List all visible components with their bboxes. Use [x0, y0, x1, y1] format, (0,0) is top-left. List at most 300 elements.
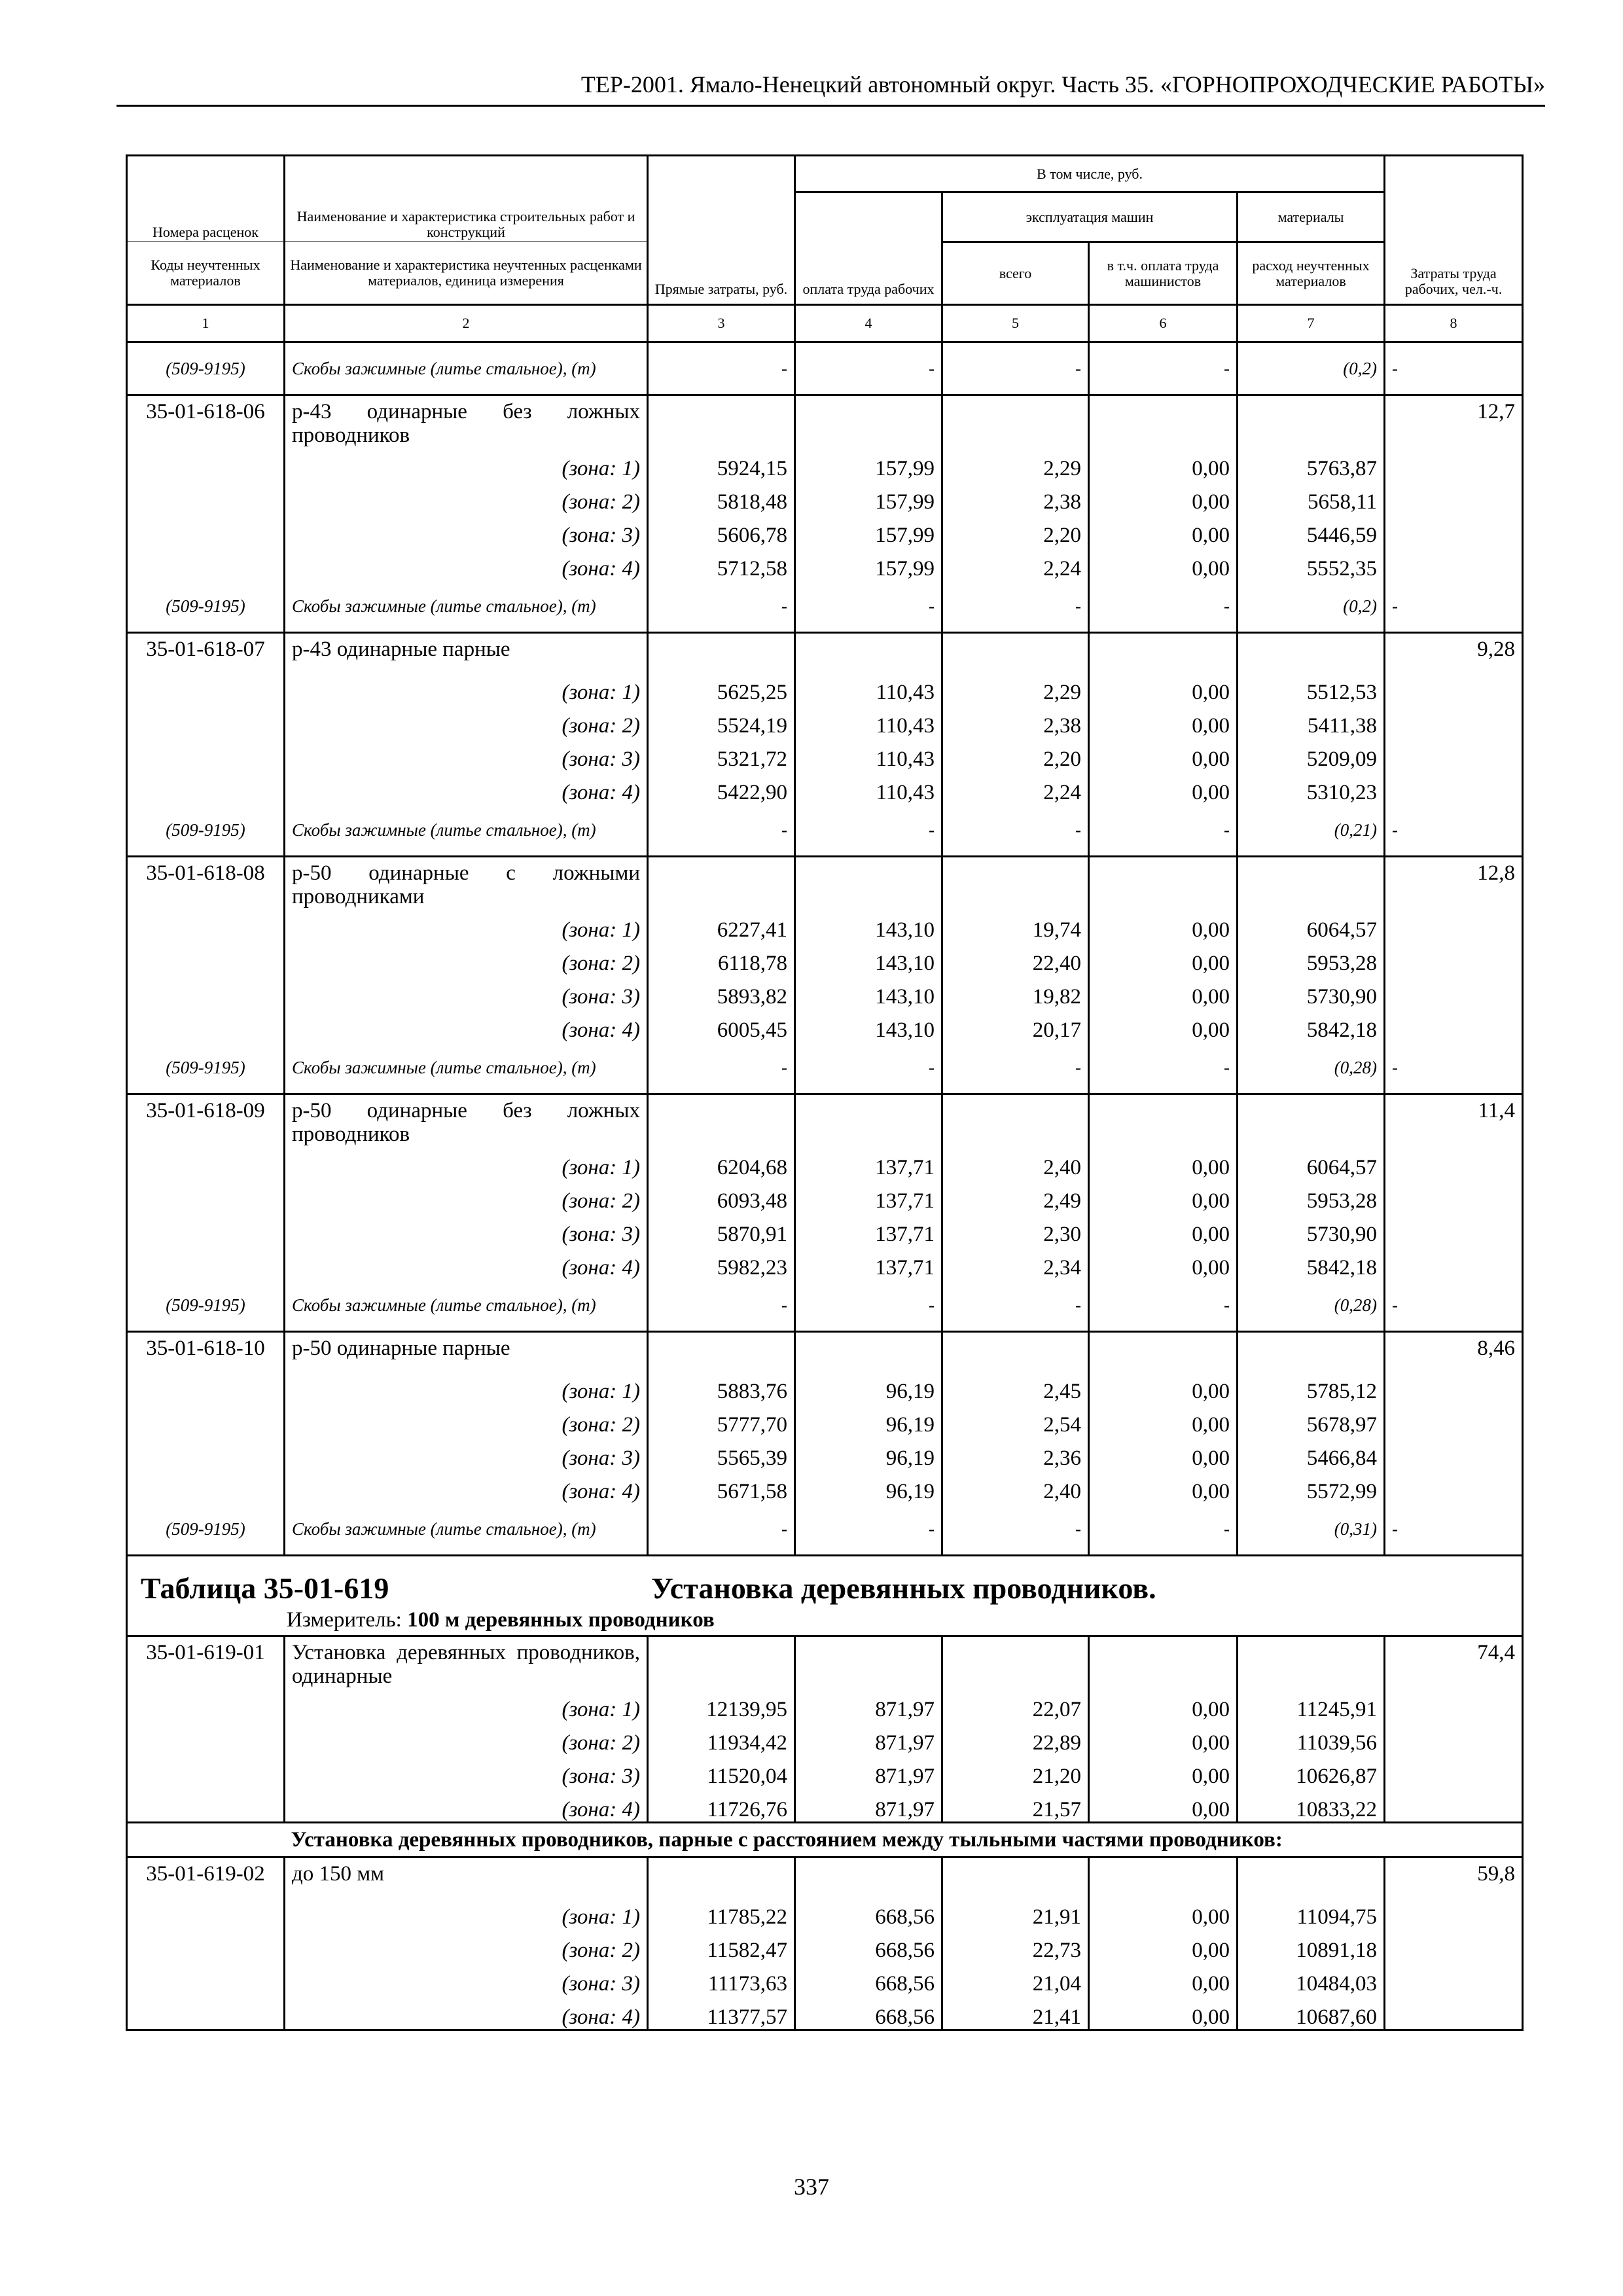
- material-dash: -: [795, 1503, 942, 1556]
- zone-label: (зона: 3): [285, 1755, 648, 1788]
- zone-label: (зона: 4): [285, 1996, 648, 2030]
- machinist-pay: 0,00: [1089, 1755, 1238, 1788]
- zone-row: [127, 1962, 1523, 1996]
- material-dash: -: [1089, 342, 1238, 395]
- materials-cost: 5730,90: [1238, 1213, 1385, 1246]
- machinist-pay: 0,00: [1089, 514, 1238, 547]
- material-dash: -: [795, 342, 942, 395]
- materials-cost: 10687,60: [1238, 1996, 1385, 2030]
- rate-title: до 150 мм: [285, 1857, 648, 1896]
- materials-cost: 5953,28: [1238, 942, 1385, 975]
- empty-cell: [1238, 633, 1385, 672]
- zone-row: [127, 1688, 1523, 1721]
- machine-total: 20,17: [942, 1009, 1089, 1042]
- zone-label: (зона: 1): [285, 671, 648, 704]
- machine-total: 21,20: [942, 1755, 1089, 1788]
- material-dash: -: [1385, 1042, 1523, 1094]
- direct-cost: 5818,48: [648, 480, 795, 514]
- material-dash: -: [942, 1503, 1089, 1556]
- materials-cost: 6064,57: [1238, 908, 1385, 942]
- direct-cost: 11520,04: [648, 1755, 795, 1788]
- direct-cost: 5712,58: [648, 547, 795, 581]
- rate-block: [127, 1857, 1523, 2030]
- worker-pay: 157,99: [795, 447, 942, 480]
- empty-cell: [648, 633, 795, 672]
- material-row: [127, 342, 1523, 395]
- direct-cost: 12139,95: [648, 1688, 795, 1721]
- empty-cell: [1238, 1636, 1385, 1689]
- direct-cost: 5321,72: [648, 738, 795, 771]
- zone-row: [127, 1788, 1523, 1823]
- zone-label: (зона: 1): [285, 1688, 648, 1721]
- machinist-pay: 0,00: [1089, 547, 1238, 581]
- empty-cell: [942, 1857, 1089, 1896]
- zone-row: [127, 1370, 1523, 1403]
- material-dash: -: [648, 1503, 795, 1556]
- col-4-header: оплата труда рабочих: [795, 192, 942, 305]
- direct-cost: 5870,91: [648, 1213, 795, 1246]
- zone-row: [127, 771, 1523, 804]
- empty-cell: [1089, 1094, 1238, 1147]
- empty-cell: [942, 1094, 1089, 1147]
- material-dash: -: [942, 1280, 1089, 1332]
- zone-label: (зона: 2): [285, 480, 648, 514]
- rate-title-row: [127, 1636, 1523, 1689]
- worker-pay: 668,56: [795, 1962, 942, 1996]
- material-code: (509-9195): [127, 1280, 285, 1332]
- group-header: В том числе, руб.: [795, 156, 1385, 192]
- zone-label: (зона: 2): [285, 942, 648, 975]
- worker-pay: 157,99: [795, 514, 942, 547]
- empty-cell: [942, 857, 1089, 909]
- machine-total: 2,38: [942, 704, 1089, 738]
- materials-cost: 5466,84: [1238, 1437, 1385, 1470]
- rate-code: 35-01-618-08: [127, 857, 285, 1043]
- machine-total: 2,34: [942, 1246, 1089, 1280]
- material-name: Скобы зажимные (литье стальное), (т): [285, 1042, 648, 1094]
- materials-cost: 5842,18: [1238, 1246, 1385, 1280]
- material-dash: -: [1385, 1503, 1523, 1556]
- rate-title-row: [127, 1857, 1523, 1896]
- material-row: [127, 804, 1523, 857]
- rate-title-row: [127, 1094, 1523, 1147]
- zone-row: [127, 704, 1523, 738]
- machinist-pay: 0,00: [1089, 738, 1238, 771]
- table-header: [127, 156, 1523, 342]
- col-1-top: Номера расценок: [127, 156, 285, 242]
- empty-cell: [942, 395, 1089, 448]
- machine-total: 2,40: [942, 1470, 1089, 1503]
- material-name: Скобы зажимные (литье стальное), (т): [285, 342, 648, 395]
- direct-cost: 5671,58: [648, 1470, 795, 1503]
- col-number: 4: [795, 305, 942, 342]
- machine-total: 22,40: [942, 942, 1089, 975]
- empty-cell: [1238, 395, 1385, 448]
- materials-cost: 11039,56: [1238, 1721, 1385, 1755]
- material-code: (509-9195): [127, 804, 285, 857]
- direct-cost: 11785,22: [648, 1895, 795, 1929]
- worker-pay: 143,10: [795, 908, 942, 942]
- table-number: Таблица 35-01-619: [141, 1571, 389, 1605]
- direct-cost: 11582,47: [648, 1929, 795, 1962]
- rate-code: 35-01-619-01: [127, 1636, 285, 1823]
- machine-total: 19,82: [942, 975, 1089, 1009]
- rate-title-row: [127, 395, 1523, 448]
- material-dash: -: [648, 1042, 795, 1094]
- rate-code: 35-01-618-09: [127, 1094, 285, 1280]
- worker-pay: 668,56: [795, 1996, 942, 2030]
- empty-cell: [795, 1094, 942, 1147]
- zone-row: [127, 1246, 1523, 1280]
- material-row: [127, 1280, 1523, 1332]
- machinist-pay: 0,00: [1089, 908, 1238, 942]
- empty-cell: [1089, 633, 1238, 672]
- empty-cell: [648, 1332, 795, 1371]
- col-5-header: всего: [942, 242, 1089, 305]
- zone-label: (зона: 4): [285, 1788, 648, 1823]
- worker-pay: 143,10: [795, 942, 942, 975]
- machinist-pay: 0,00: [1089, 1895, 1238, 1929]
- materials-cost: 5658,11: [1238, 480, 1385, 514]
- worker-pay: 110,43: [795, 671, 942, 704]
- rate-labor: 11,4: [1385, 1094, 1523, 1280]
- machinist-pay: 0,00: [1089, 1009, 1238, 1042]
- col-number: 8: [1385, 305, 1523, 342]
- zone-row: [127, 1470, 1523, 1503]
- empty-cell: [1089, 857, 1238, 909]
- materials-cost: 5785,12: [1238, 1370, 1385, 1403]
- materials-cost: 5730,90: [1238, 975, 1385, 1009]
- zone-label: (зона: 2): [285, 704, 648, 738]
- rate-title: р-50 одинарные парные: [285, 1332, 648, 1371]
- direct-cost: 5924,15: [648, 447, 795, 480]
- direct-cost: 6118,78: [648, 942, 795, 975]
- worker-pay: 871,97: [795, 1721, 942, 1755]
- rate-block: [127, 395, 1523, 633]
- zone-row: [127, 547, 1523, 581]
- material-code: (509-9195): [127, 1503, 285, 1556]
- empty-cell: [648, 1857, 795, 1896]
- materials-cost: 5678,97: [1238, 1403, 1385, 1437]
- worker-pay: 871,97: [795, 1755, 942, 1788]
- machine-total: 2,38: [942, 480, 1089, 514]
- col-number: 5: [942, 305, 1089, 342]
- rate-title-row: [127, 857, 1523, 909]
- material-dash: -: [648, 804, 795, 857]
- rate-block: [127, 1332, 1523, 1556]
- worker-pay: 157,99: [795, 480, 942, 514]
- zone-row: [127, 738, 1523, 771]
- rate-title: р-50 одинарные без ложных проводников: [285, 1094, 648, 1147]
- machine-total: 21,91: [942, 1895, 1089, 1929]
- zone-row: [127, 1437, 1523, 1470]
- material-code: (509-9195): [127, 1042, 285, 1094]
- zone-row: [127, 1929, 1523, 1962]
- material-name: Скобы зажимные (литье стальное), (т): [285, 581, 648, 633]
- rate-labor: 74,4: [1385, 1636, 1523, 1823]
- machinist-pay: 0,00: [1089, 1721, 1238, 1755]
- materials-cost: 5552,35: [1238, 547, 1385, 581]
- empty-cell: [795, 857, 942, 909]
- col-number: 7: [1238, 305, 1385, 342]
- empty-cell: [795, 1636, 942, 1689]
- col-2-top: Наименование и характеристика строительных работ и конструкций: [285, 156, 648, 242]
- empty-cell: [1238, 1332, 1385, 1371]
- zone-row: [127, 1895, 1523, 1929]
- table-name: Установка деревянных проводников.: [651, 1571, 1156, 1605]
- machine-total: 22,89: [942, 1721, 1089, 1755]
- carryover-material: [127, 342, 1523, 395]
- materials-cost: 10484,03: [1238, 1962, 1385, 1996]
- material-amount: (0,31): [1238, 1503, 1385, 1556]
- empty-cell: [1089, 1857, 1238, 1896]
- zone-row: [127, 1009, 1523, 1042]
- machinist-pay: 0,00: [1089, 975, 1238, 1009]
- machinist-pay: 0,00: [1089, 1688, 1238, 1721]
- material-dash: -: [1089, 1042, 1238, 1094]
- worker-pay: 668,56: [795, 1895, 942, 1929]
- direct-cost: 5893,82: [648, 975, 795, 1009]
- zone-row: [127, 1179, 1523, 1213]
- zone-row: [127, 514, 1523, 547]
- machine-total: 2,45: [942, 1370, 1089, 1403]
- rate-block: [127, 633, 1523, 857]
- worker-pay: 668,56: [795, 1929, 942, 1962]
- direct-cost: 5982,23: [648, 1246, 795, 1280]
- meter-label: Измеритель:: [287, 1608, 402, 1632]
- materials-cost: 10626,87: [1238, 1755, 1385, 1788]
- materials-header: материалы: [1238, 192, 1385, 242]
- page-number: 337: [794, 2174, 829, 2200]
- zone-label: (зона: 4): [285, 547, 648, 581]
- col-6-header: в т.ч. оплата труда машинистов: [1089, 242, 1238, 305]
- zone-row: [127, 1146, 1523, 1179]
- worker-pay: 137,71: [795, 1246, 942, 1280]
- machinist-pay: 0,00: [1089, 1788, 1238, 1823]
- direct-cost: 6093,48: [648, 1179, 795, 1213]
- material-name: Скобы зажимные (литье стальное), (т): [285, 804, 648, 857]
- empty-cell: [1238, 857, 1385, 909]
- machine-total: 21,57: [942, 1788, 1089, 1823]
- zone-label: (зона: 1): [285, 908, 648, 942]
- direct-cost: 11726,76: [648, 1788, 795, 1823]
- worker-pay: 110,43: [795, 771, 942, 804]
- machine-total: 2,24: [942, 771, 1089, 804]
- materials-cost: 5953,28: [1238, 1179, 1385, 1213]
- materials-cost: 5209,09: [1238, 738, 1385, 771]
- material-dash: -: [1089, 581, 1238, 633]
- machine-total: 21,04: [942, 1962, 1089, 1996]
- materials-cost: 5842,18: [1238, 1009, 1385, 1042]
- zone-row: [127, 975, 1523, 1009]
- materials-cost: 5310,23: [1238, 771, 1385, 804]
- machine-total: 2,36: [942, 1437, 1089, 1470]
- rate-code: 35-01-618-06: [127, 395, 285, 581]
- empty-cell: [795, 395, 942, 448]
- material-dash: -: [1385, 1280, 1523, 1332]
- machines-header: эксплуатация машин: [942, 192, 1238, 242]
- material-amount: (0,28): [1238, 1042, 1385, 1094]
- rate-code: 35-01-618-10: [127, 1332, 285, 1504]
- machinist-pay: 0,00: [1089, 1213, 1238, 1246]
- empty-cell: [1238, 1857, 1385, 1896]
- zone-label: (зона: 3): [285, 1962, 648, 1996]
- zone-label: (зона: 3): [285, 1437, 648, 1470]
- direct-cost: 5606,78: [648, 514, 795, 547]
- zone-label: (зона: 3): [285, 975, 648, 1009]
- direct-cost: 5883,76: [648, 1370, 795, 1403]
- worker-pay: 137,71: [795, 1146, 942, 1179]
- zone-label: (зона: 2): [285, 1721, 648, 1755]
- empty-cell: [795, 633, 942, 672]
- machinist-pay: 0,00: [1089, 1146, 1238, 1179]
- material-dash: -: [942, 804, 1089, 857]
- zone-row: [127, 1996, 1523, 2030]
- material-row: [127, 1503, 1523, 1556]
- zone-label: (зона: 1): [285, 1370, 648, 1403]
- col-number: 3: [648, 305, 795, 342]
- machine-total: 2,49: [942, 1179, 1089, 1213]
- direct-cost: 5625,25: [648, 671, 795, 704]
- machinist-pay: 0,00: [1089, 1403, 1238, 1437]
- machinist-pay: 0,00: [1089, 1246, 1238, 1280]
- rate-title: р-43 одинарные без ложных проводников: [285, 395, 648, 448]
- zone-row: [127, 1721, 1523, 1755]
- material-dash: -: [795, 581, 942, 633]
- rate-title: Установка деревянных проводников, одинарные: [285, 1636, 648, 1689]
- machinist-pay: 0,00: [1089, 447, 1238, 480]
- zone-label: (зона: 2): [285, 1929, 648, 1962]
- materials-cost: 11245,91: [1238, 1688, 1385, 1721]
- machinist-pay: 0,00: [1089, 1179, 1238, 1213]
- direct-cost: 11173,63: [648, 1962, 795, 1996]
- rates-table: [126, 154, 1524, 2031]
- table-title-section: [127, 1556, 1523, 1636]
- machine-total: 2,40: [942, 1146, 1089, 1179]
- meter-value: 100 м деревянных проводников: [407, 1608, 715, 1632]
- direct-cost: 5565,39: [648, 1437, 795, 1470]
- worker-pay: 137,71: [795, 1213, 942, 1246]
- zone-row: [127, 671, 1523, 704]
- empty-cell: [648, 1636, 795, 1689]
- rate-labor: 8,46: [1385, 1332, 1523, 1504]
- zone-row: [127, 1755, 1523, 1788]
- machine-total: 21,41: [942, 1996, 1089, 2030]
- machinist-pay: 0,00: [1089, 704, 1238, 738]
- materials-cost: 5572,99: [1238, 1470, 1385, 1503]
- machinist-pay: 0,00: [1089, 480, 1238, 514]
- zone-label: (зона: 4): [285, 1470, 648, 1503]
- col-2-bottom: Наименование и характеристика неучтенных расценками материалов, единица измерения: [285, 242, 648, 305]
- zone-label: (зона: 1): [285, 1895, 648, 1929]
- rate-title-row: [127, 633, 1523, 672]
- machine-total: 2,20: [942, 514, 1089, 547]
- material-code: (509-9195): [127, 581, 285, 633]
- material-dash: -: [648, 342, 795, 395]
- rate-title-row: [127, 1332, 1523, 1371]
- materials-cost: 5763,87: [1238, 447, 1385, 480]
- material-dash: -: [795, 1280, 942, 1332]
- materials-cost: 11094,75: [1238, 1895, 1385, 1929]
- page-header: ТЕР-2001. Ямало-Ненецкий автономный округ. Часть 35. «ГОРНОПРОХОДЧЕСКИЕ РАБОТЫ»: [580, 71, 1545, 98]
- zone-label: (зона: 3): [285, 514, 648, 547]
- worker-pay: 143,10: [795, 975, 942, 1009]
- zone-row: [127, 908, 1523, 942]
- direct-cost: 5777,70: [648, 1403, 795, 1437]
- rate-labor: 12,8: [1385, 857, 1523, 1043]
- zone-label: (зона: 1): [285, 1146, 648, 1179]
- worker-pay: 143,10: [795, 1009, 942, 1042]
- material-dash: -: [1089, 1503, 1238, 1556]
- material-amount: (0,28): [1238, 1280, 1385, 1332]
- machine-total: 22,07: [942, 1688, 1089, 1721]
- zone-row: [127, 480, 1523, 514]
- material-dash: -: [1385, 342, 1523, 395]
- material-dash: -: [1385, 581, 1523, 633]
- col-number: 2: [285, 305, 648, 342]
- rate-block: [127, 1094, 1523, 1332]
- machine-total: 2,29: [942, 447, 1089, 480]
- material-dash: -: [648, 581, 795, 633]
- material-dash: -: [942, 342, 1089, 395]
- machinist-pay: 0,00: [1089, 1437, 1238, 1470]
- table-meter: [128, 1605, 1522, 1635]
- empty-cell: [1089, 1636, 1238, 1689]
- material-dash: -: [795, 804, 942, 857]
- materials-cost: 5446,59: [1238, 514, 1385, 547]
- machinist-pay: 0,00: [1089, 1962, 1238, 1996]
- direct-cost: 5422,90: [648, 771, 795, 804]
- col-3-header: Прямые затраты, руб.: [648, 156, 795, 305]
- materials-cost: 10833,22: [1238, 1788, 1385, 1823]
- empty-cell: [795, 1332, 942, 1371]
- material-amount: (0,2): [1238, 581, 1385, 633]
- subheading-section: [127, 1823, 1523, 1857]
- material-dash: -: [795, 1042, 942, 1094]
- worker-pay: 96,19: [795, 1403, 942, 1437]
- machine-total: 19,74: [942, 908, 1089, 942]
- empty-cell: [795, 1857, 942, 1896]
- zone-label: (зона: 2): [285, 1179, 648, 1213]
- direct-cost: 11934,42: [648, 1721, 795, 1755]
- rate-title: р-43 одинарные парные: [285, 633, 648, 672]
- machinist-pay: 0,00: [1089, 942, 1238, 975]
- subheading: Установка деревянных проводников, парные с расстоянием между тыльными частями проводников:: [285, 1823, 1523, 1857]
- zone-label: (зона: 3): [285, 738, 648, 771]
- empty-cell: [648, 1094, 795, 1147]
- materials-cost: 10891,18: [1238, 1929, 1385, 1962]
- worker-pay: 96,19: [795, 1437, 942, 1470]
- zone-row: [127, 942, 1523, 975]
- empty-cell: [648, 395, 795, 448]
- worker-pay: 96,19: [795, 1470, 942, 1503]
- machinist-pay: 0,00: [1089, 1470, 1238, 1503]
- worker-pay: 157,99: [795, 547, 942, 581]
- direct-cost: 6204,68: [648, 1146, 795, 1179]
- empty-cell: [1089, 1332, 1238, 1371]
- machinist-pay: 0,00: [1089, 1996, 1238, 2030]
- material-dash: -: [1089, 804, 1238, 857]
- worker-pay: 110,43: [795, 738, 942, 771]
- machinist-pay: 0,00: [1089, 671, 1238, 704]
- machine-total: 2,24: [942, 547, 1089, 581]
- material-dash: -: [942, 581, 1089, 633]
- zone-row: [127, 1213, 1523, 1246]
- machine-total: 2,29: [942, 671, 1089, 704]
- rate-block: [127, 1636, 1523, 1823]
- material-name: Скобы зажимные (литье стальное), (т): [285, 1280, 648, 1332]
- empty-cell: [1238, 1094, 1385, 1147]
